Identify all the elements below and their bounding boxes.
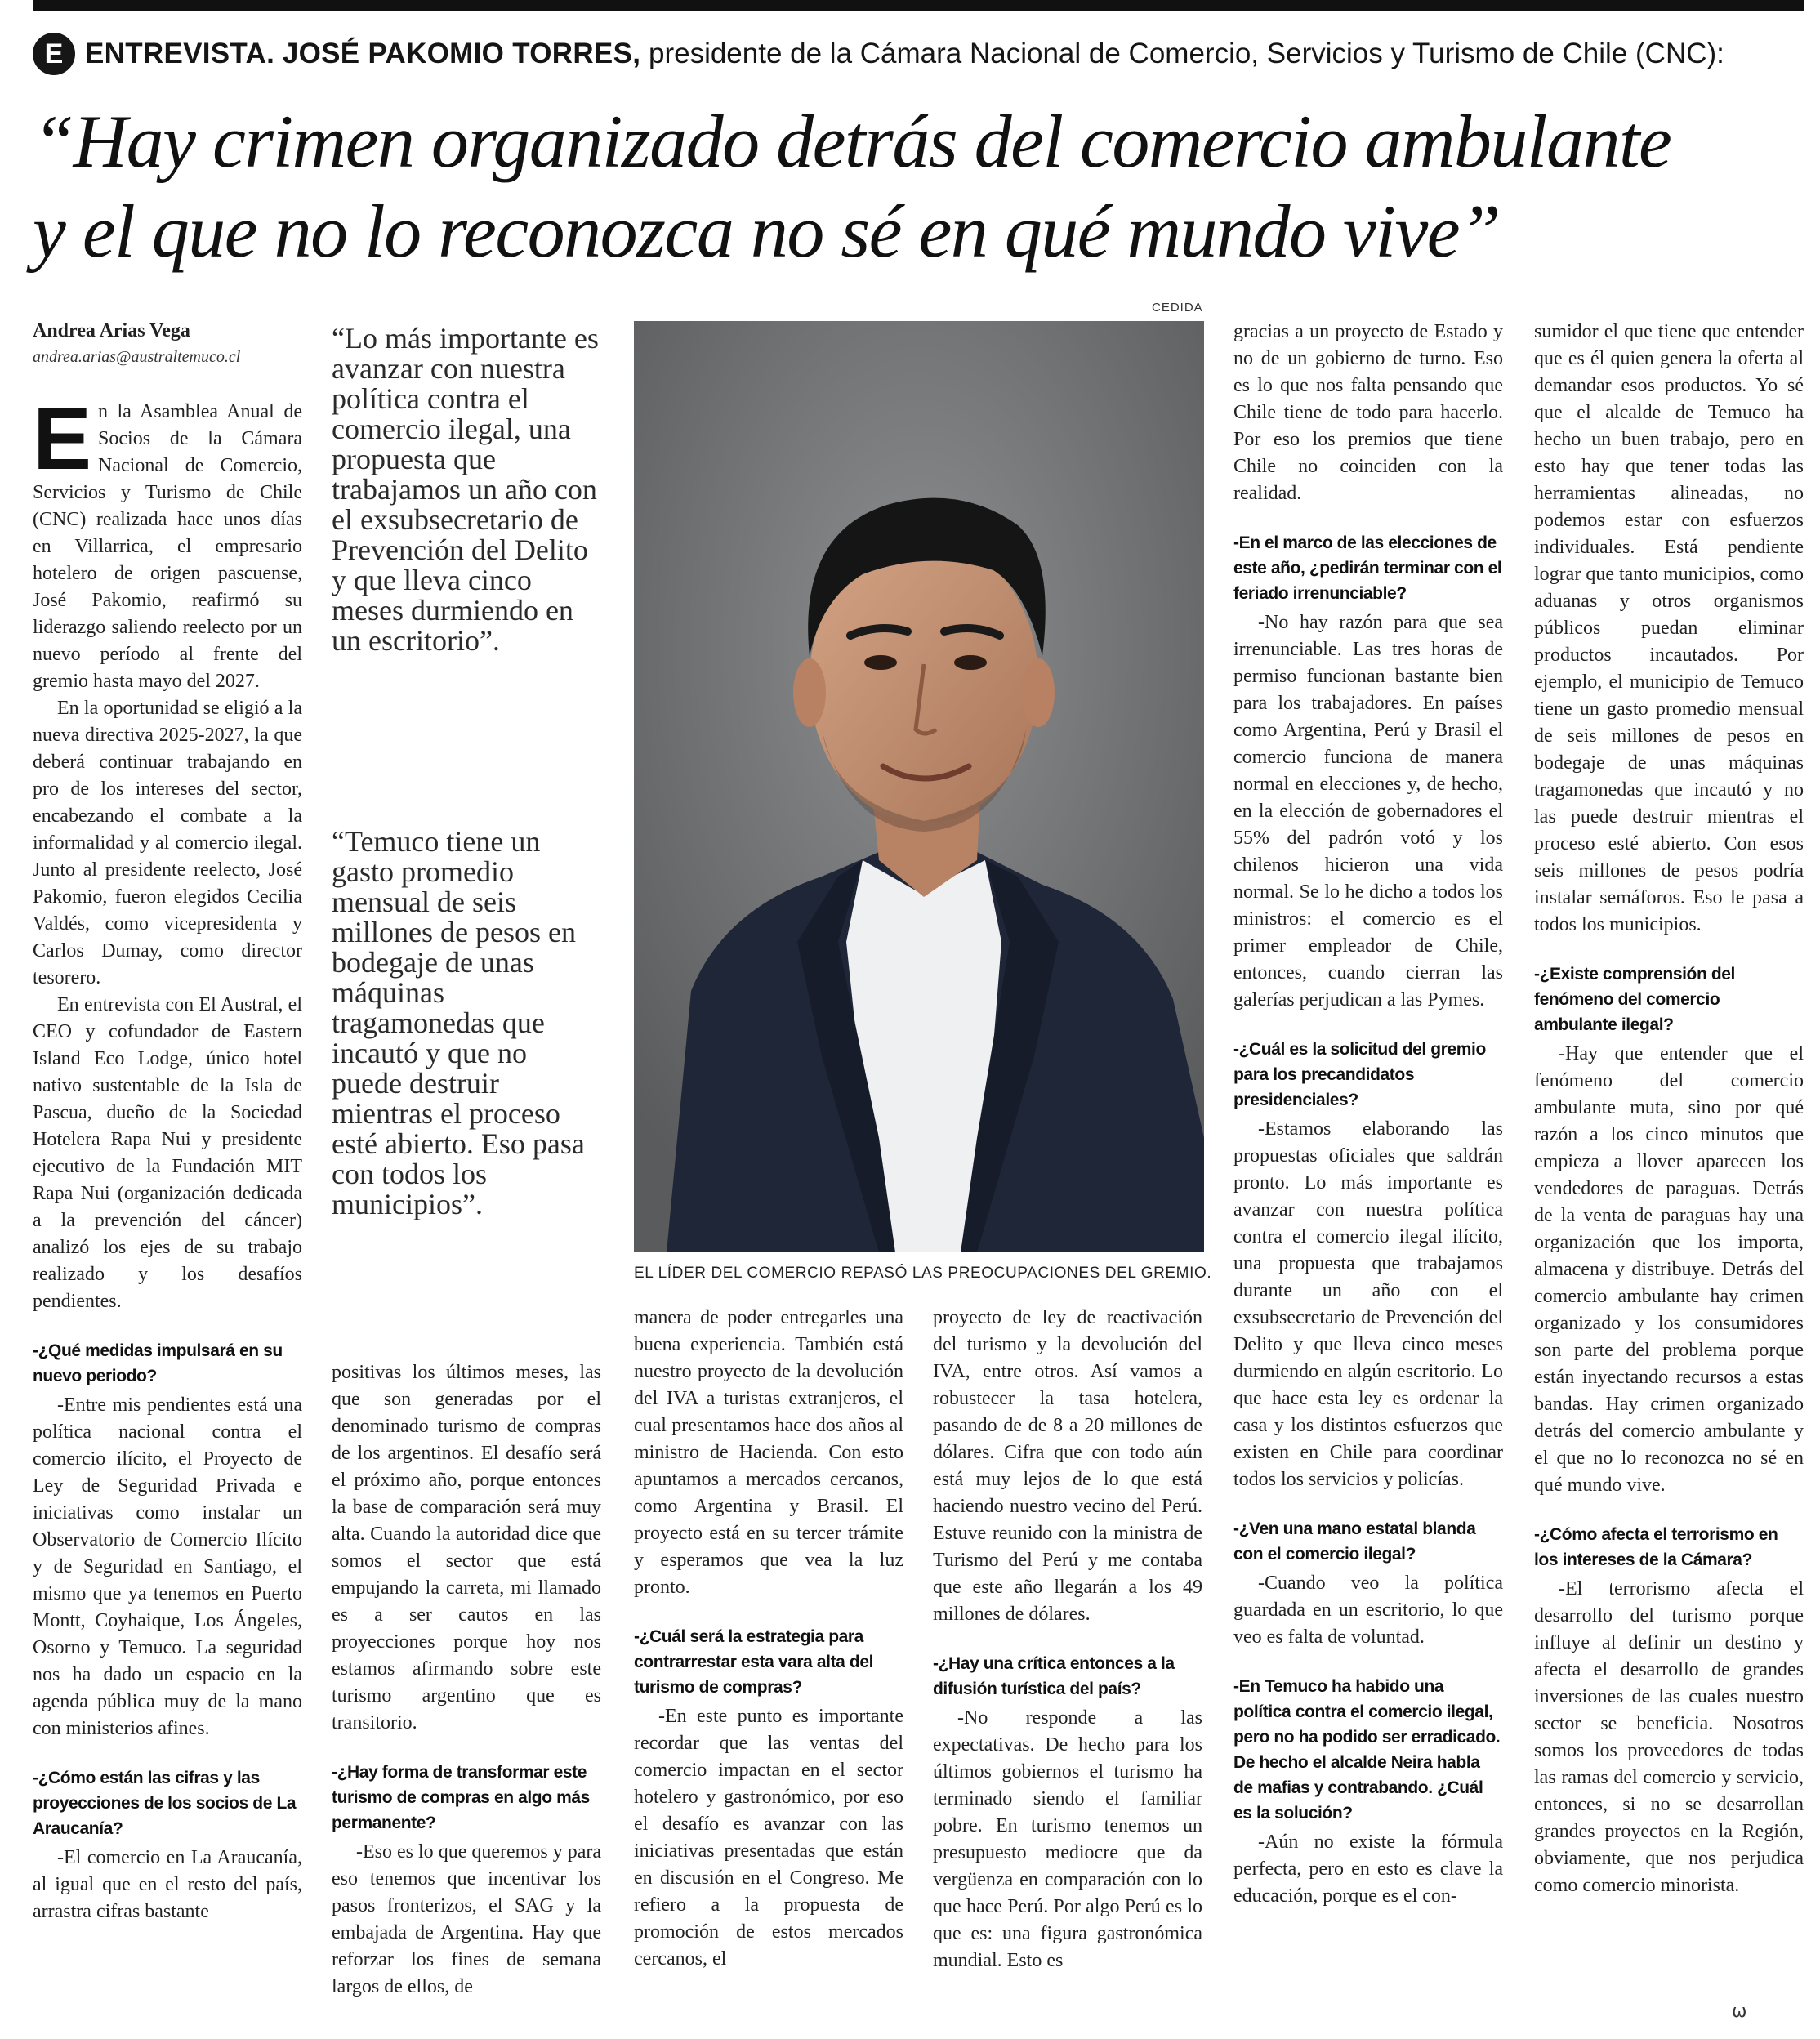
byline-email: andrea.arias@australtemuco.cl xyxy=(33,348,241,366)
pull-quote-2: “Temuco tiene un gasto promedio mensual de seis millones de pesos en bodegaje de unas máquinas tragamonedas que incautó y que no puede destruir mientras el proceso esté abierto. Eso pasa con todos los municipios”. xyxy=(332,825,585,1220)
paragraph: En la oportunidad se eligió a la nueva directiva 2025-2027, la que deberá continuar trabajando en pro de los intereses del sector, encabezando el combate a la informalidad y al comercio ilegal. Junto al presidente reelecto, José Pakomio, fueron elegidos Cecilia Valdés, como vicepresidenta y Carlos Dumay, como director tesorero. xyxy=(33,698,302,988)
interview-question: -¿Hay forma de transformar este turismo de compras en algo más permanente? xyxy=(332,1763,590,1832)
paragraph: proyecto de ley de reactivación del turismo y la devolución del IVA, entre otros. Así vamos a robustecer la tasa hotelera, pasando de de 8 a 20 millones de dólares. Cifra que con todo aún está muy lejos de lo que está haciendo nuestro vecino del Perú. Estuve reunido con la ministra de Turismo del Perú y me contaba que este año llegarán a los 49 millones de dólares. xyxy=(933,1307,1202,1625)
column-5 xyxy=(1233,319,1503,2026)
portrait-illustration xyxy=(634,321,1204,1252)
interview-question: -¿Cómo están las cifras y las proyecciones de los socios de La Araucanía? xyxy=(33,1769,297,1838)
headline xyxy=(33,96,1804,276)
kicker-description: presidente de la Cámara Nacional de Comercio, Servicios y Turismo de Chile (CNC): xyxy=(648,38,1724,69)
interview-answer: -El terrorismo afecta el desarrollo del turismo porque influye al definir un destino y afecta el desarrollo de grandes inversiones de las cuales nuestro sector se beneficia. Nosotros somos los proveedores de todas las ramas del comercio y servicio, entonces, si no se desarrollan grandes proyectos en la Región, obviamente, que nos perjudica como comercio minorista. xyxy=(1534,1578,1804,1896)
column-1 xyxy=(33,399,302,2024)
kicker-label: ENTREVISTA. xyxy=(85,38,275,69)
kicker xyxy=(33,31,1804,77)
byline-author: Andrea Arias Vega xyxy=(33,320,190,341)
interview-question: -¿Cuál es la solicitud del gremio para los precandidatos presidenciales? xyxy=(1233,1040,1486,1109)
paragraph: positivas los últimos meses, las que son generadas por el denominado turismo de compras de los argentinos. El desafío será el próximo año, porque entonces la base de comparación será muy alta. Cuando la autoridad dice que somos el sector que está empujando la carreta, mi llamado es a ser cautos en las proyecciones porque hoy nos estamos afirmando sobre este turismo argentino que es transitorio. xyxy=(332,1362,601,1733)
interview-question: -¿Qué medidas impulsará en su nuevo periodo? xyxy=(33,1341,283,1385)
paragraph: sumidor el que tiene que entender que es él quien genera la oferta al demandar esos productos. Yo sé que el alcalde de Temuco ha hecho un buen trabajo, pero en esto hay que tener todas las herramientas alineadas, no podemos estar con esfuerzos individuales. Está pendiente lograr que tanto municipios, como aduanas y otros organismos públicos puedan eliminar productos incautados. Por ejemplo, el municipio de Temuco tiene un gasto promedio mensual de seis millones de pesos en bodegaje de unas máquinas tragamonedas que incautó y no las puede destruir mientras el proceso esté abierto. Con esos seis millones de pesos podría instalar semáforos. Eso le pasa a todos los municipios. xyxy=(1534,321,1804,935)
paragraph: gracias a un proyecto de Estado y no de un gobierno de turno. Eso es lo que nos falta pensando que Chile tiene de todo para hacerlo. Por eso los premios que tiene Chile no coinciden con la realidad. xyxy=(1233,321,1503,504)
top-rule xyxy=(33,0,1804,11)
interview-question: -¿Cuál será la estrategia para contrarrestar esta vara alta del turismo de compras? xyxy=(634,1627,874,1697)
headline-line-2: y el que no lo reconozca no sé en qué mundo vive” xyxy=(33,190,1500,273)
interview-answer: -No hay razón para que sea irrenunciable. Las tres horas de permiso funcionan bastante bien para los trabajadores. En países como Argentina, Perú y Brasil el comercio funciona de manera normal en elecciones y, de hecho, en la elección de gobernadores el 55% del padrón votó y los chilenos hicieron una vida normal. Se lo he dicho a todos los ministros: el comercio es el primer empleador de Chile, entonces, cuando cierran las galerías perjudican a las Pymes. xyxy=(1233,612,1503,1011)
column-3 xyxy=(634,1305,903,2023)
interview-question: -En el marco de las elecciones de este año, ¿pedirán terminar con el feriado irrenunciable? xyxy=(1233,533,1502,603)
section-badge: E xyxy=(33,33,75,75)
interview-question: -¿Existe comprensión del fenómeno del comercio ambulante ilegal? xyxy=(1534,965,1735,1034)
interview-question: -¿Hay una crítica entonces a la difusión turística del país? xyxy=(933,1654,1175,1698)
photo-credit: CEDIDA xyxy=(1152,301,1203,315)
column-6 xyxy=(1534,319,1804,2026)
column-4 xyxy=(933,1305,1202,2023)
end-of-article-icon: ω xyxy=(1732,2001,1747,2022)
pull-quote-1: “Lo más importante es avanzar con nuestra política contra el comercio ilegal, una propuesta que trabajamos un año con el exsubsecretario de Prevención del Delito y que lleva cinco meses durmiendo en un escritorio”. xyxy=(332,322,599,657)
interview-answer: -Cuando veo la política guardada en un escritorio, lo que veo es falta de voluntad. xyxy=(1233,1573,1503,1648)
interview-answer: -Estamos elaborando las propuestas oficiales que saldrán pronto. Lo más importante es avanzar con nuestra política contra el comercio ilegal ilícito, una propuesta que trabajamos durante un año con el exsubsecretario de Prevención del Delito y que lleva cinco meses durmiendo en algún escritorio. Lo que hace esta ley es ordenar la casa y los distintos esfuerzos que existen en Chile para coordinar todos los servicios y policías. xyxy=(1233,1118,1503,1490)
interview-answer: -El comercio en La Araucanía, al igual que en el resto del país, arrastra cifras bastante xyxy=(33,1847,302,1922)
portrait-photo xyxy=(634,321,1204,1252)
interview-answer: -No responde a las expectativas. De hecho para los últimos gobiernos el turismo ha terminado siendo el familiar pobre. En turismo tenemos un presupuesto mediocre que da vergüenza en comparación con lo que hace Perú. Por algo Perú es lo que es: una figura gastronómica mundial. Esto es xyxy=(933,1707,1202,1971)
interview-question: -En Temuco ha habido una política contra el comercio ilegal, pero no ha podido ser erradicado. De hecho el alcalde Neira habla de mafias y contrabando. ¿Cuál es la solución? xyxy=(1233,1677,1501,1823)
paragraph: manera de poder entregarles una buena experiencia. También está nuestro proyecto de la devolución del IVA a turistas extranjeros, el cual presentamos hace dos años al ministro de Hacienda. Con esto apuntamos a mercados cercanos, como Argentina y Brasil. El proyecto está en su tercer trámite y esperamos que vea la luz pronto. xyxy=(634,1307,903,1598)
column-2 xyxy=(332,1359,601,2029)
interview-answer: -Hay que entender que el fenómeno del comercio ambulante muta, sino por qué razón a los cinco minutos que empieza a llover aparecen los vendedores de paraguas. Detrás de la venta de paraguas hay una organización que los importa, almacena y distribuye. Detrás del comercio ambulante hay crimen organizado y los consumidores son parte del problema porque están inyectando recursos a estas bandas. Hay crimen organizado detrás del comercio ambulante y el que no lo reconozca no sé en qué mundo vive. xyxy=(1534,1043,1804,1496)
photo-caption: EL LÍDER DEL COMERCIO REPASÓ LAS PREOCUPACIONES DEL GREMIO. xyxy=(634,1265,1212,1282)
interview-answer: -Entre mis pendientes está una política nacional contra el comercio ilícito, el Proyecto de Ley de Seguridad Privada e iniciativas como instalar un Observatorio de Comercio Ilícito y de Seguridad en Santiago, el mismo que ya tenemos en Puerto Montt, Coyhaique, Los Ángeles, Osorno y Temuco. La seguridad nos ha dado un espacio en la agenda pública muy de la mano con ministerios afines. xyxy=(33,1394,302,1739)
kicker-name: JOSÉ PAKOMIO TORRES, xyxy=(282,38,641,69)
interview-question: -¿Ven una mano estatal blanda con el comercio ilegal? xyxy=(1233,1519,1476,1564)
paragraph: En entrevista con El Austral, el CEO y cofundador de Eastern Island Eco Lodge, único hotel nativo sustentable de la Isla de Pascua, dueño de la Sociedad Hotelera Rapa Nui y presidente ejecutivo de la Fundación MIT Rapa Nui (organización dedicada a la prevención del cáncer) analizó los ejes de su trabajo realizado y los desafíos pendientes. xyxy=(33,994,302,1312)
interview-answer: -En este punto es importante recordar que las ventas del comercio impactan en el sector hotelero y gastronómico, por eso el desafío es avanzar con las iniciativas presentadas que están en discusión en el Congreso. Me refiero a la propuesta de promoción de estos mercados cercanos, el xyxy=(634,1706,903,1970)
intro-paragraph: En la Asamblea Anual de Socios de la Cámara Nacional de Comercio, Servicios y Turismo de Chile (CNC) realizada hace unos días en Villarrica, el empresario hotelero de origen pascuense, José Pakomio, reafirmó su liderazgo saliendo reelecto por un nuevo período al frente del gremio hasta mayo del 2027. xyxy=(33,399,302,692)
interview-answer: -Aún no existe la fórmula perfecta, pero en esto es clave la educación, porque es el con- xyxy=(1233,1832,1503,1907)
interview-answer: -Eso es lo que queremos y para eso tenemos que incentivar los pasos fronterizos, el SAG y la embajada de Argentina. Hay que reforzar los fines de semana largos de ellos, de xyxy=(332,1841,601,1997)
interview-question: -¿Cómo afecta el terrorismo en los intereses de la Cámara? xyxy=(1534,1525,1778,1569)
headline-line-1: “Hay crimen organizado detrás del comercio ambulante xyxy=(33,100,1671,183)
